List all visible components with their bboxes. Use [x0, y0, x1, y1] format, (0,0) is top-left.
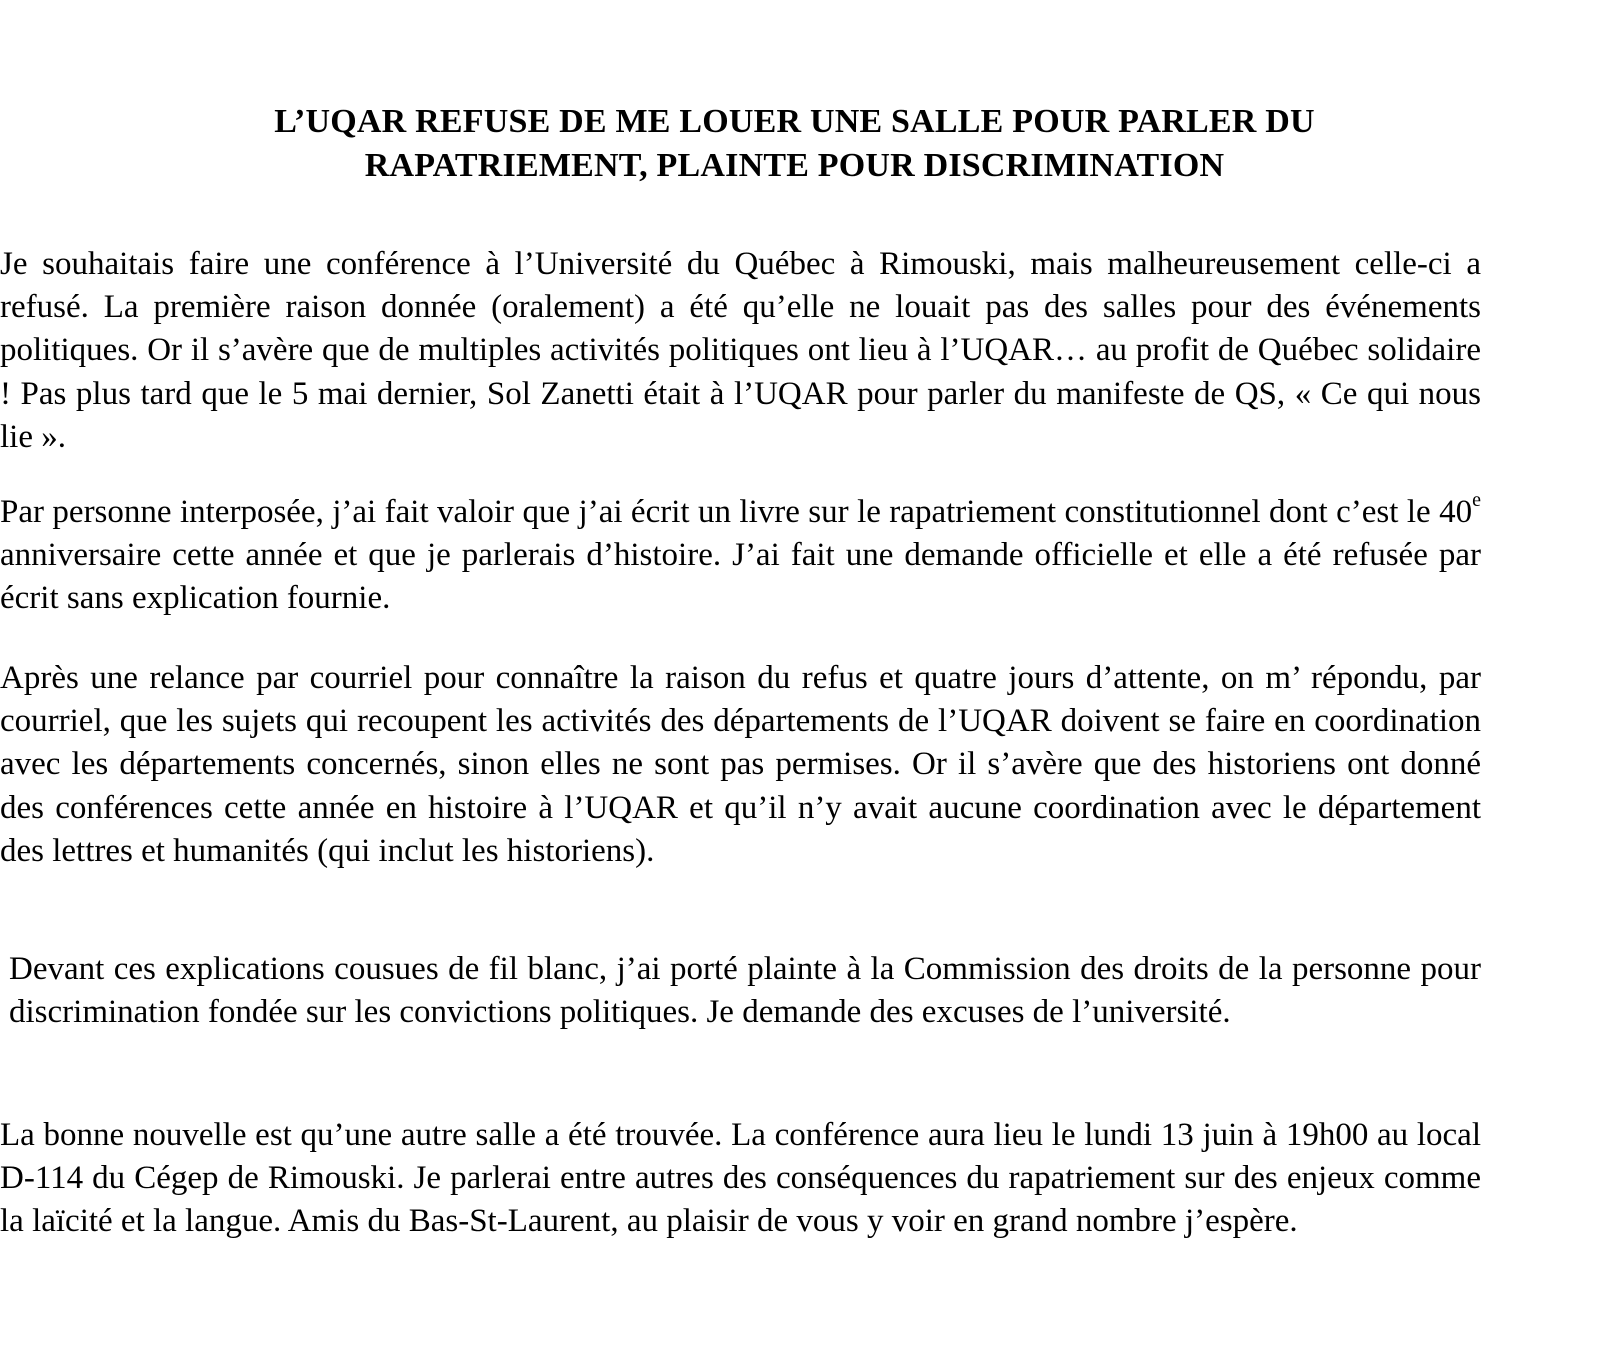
paragraph-2-text-start: Par personne interposée, j’ai fait valoir que j’ai écrit un livre sur le rapatriement constitutionnel dont c’est le 40 — [0, 494, 1473, 530]
paragraph-4: Devant ces explications cousues de fil blanc, j’ai porté plainte à la Commission des droits de la personne pour discrimination fondée sur les convictions politiques. Je demande des excuses de l’université. — [9, 951, 1481, 1031]
paragraph-1: Je souhaitais faire une conférence à l’Université du Québec à Rimouski, mais malheureusement celle-ci a refusé. La première raison donnée (oralement) a été qu’elle ne louait pas des salles pour des événements politiques. Or il s’avère que de multiples activités politiques ont lieu à l’UQAR… au profit de Québec solidaire ! Pas plus tard que le 5 mai dernier, Sol Zanetti était à l’UQAR pour parler du manifeste de QS, « Ce qui nous lie ». — [0, 246, 1481, 455]
paragraph-2-text-end: anniversaire cette année et que je parlerais d’histoire. J’ai fait une demande officielle et elle a été refusée par écrit sans explication fournie. — [0, 537, 1481, 617]
paragraph-2 — [0, 491, 1481, 621]
ordinal-superscript: e — [1472, 489, 1481, 511]
paragraph-5: La bonne nouvelle est qu’une autre salle a été trouvée. La conférence aura lieu le lundi 13 juin à 19h00 au local D-114 du Cégep de Rimouski. Je parlerai entre autres des conséquences du rapatriement sur des enjeux comme la laïcité et la langue. Amis du Bas-St-Laurent, au plaisir de vous y voir en grand nombre j’espère. — [0, 1117, 1481, 1240]
paragraph-3: Après une relance par courriel pour connaître la raison du refus et quatre jours d’attente, on m’ répondu, par courriel, que les sujets qui recoupent les activités des départements de l’UQAR doivent se faire en coordination avec les départements concernés, sinon elles ne sont pas permises. Or il s’avère que des historiens ont donné des conférences cette année en histoire à l’UQAR et qu’il n’y avait aucune coordination avec le département des lettres et humanités (qui inclut les historiens). — [0, 660, 1481, 869]
title-line-2: RAPATRIEMENT, PLAINTE POUR DISCRIMINATION — [364, 147, 1225, 184]
title-line-1: L’UQAR REFUSE DE ME LOUER UNE SALLE POUR PARLER DU — [274, 103, 1315, 140]
document-page — [54, 100, 1535, 188]
document-title — [54, 100, 1535, 188]
